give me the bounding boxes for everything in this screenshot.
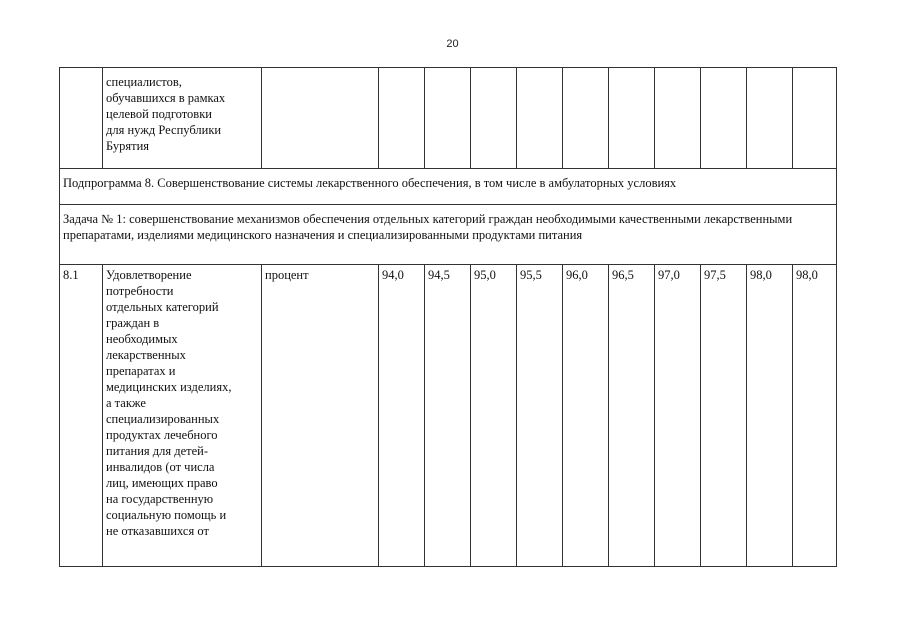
value-cell — [379, 68, 425, 169]
task-title: Задача № 1: совершенствование механизмов обеспечения отдельных категорий граждан необходимыми качественными лекарственными препаратами, изделиями медицинского назначения и специализированными продуктами питания — [60, 205, 837, 265]
indicator-name-cell: Удовлетворение потребности отдельных категорий граждан в необходимых лекарственных препаратах и медицинских изделиях, а также специализированных продуктах лечебного питания для детей- инвалидов (от числа лиц, имеющих право на государственную социальную помощь и не отказавшихся от — [103, 265, 262, 567]
value-cell — [655, 68, 701, 169]
value-cell: 97,0 — [655, 265, 701, 567]
page-number: 20 — [446, 38, 459, 50]
indicator-name-cell: специалистов, обучавшихся в рамках целевой подготовки для нужд Республики Бурятия — [103, 68, 262, 169]
value-cell: 98,0 — [747, 265, 793, 567]
value-cell — [425, 68, 471, 169]
value-cell: 97,5 — [701, 265, 747, 567]
value-cell — [563, 68, 609, 169]
unit-cell: процент — [262, 265, 379, 567]
value-cell — [609, 68, 655, 169]
value-cell — [517, 68, 563, 169]
table-row — [60, 68, 837, 169]
value-cell: 94,5 — [425, 265, 471, 567]
value-cell: 98,0 — [793, 265, 837, 567]
value-cell — [471, 68, 517, 169]
table-row — [60, 205, 837, 265]
value-cell — [747, 68, 793, 169]
table-row — [60, 169, 837, 205]
value-cell: 96,0 — [563, 265, 609, 567]
table-row — [60, 265, 837, 567]
value-cell: 95,0 — [471, 265, 517, 567]
row-number-cell: 8.1 — [60, 265, 103, 567]
value-cell — [793, 68, 837, 169]
value-cell — [701, 68, 747, 169]
unit-cell — [262, 68, 379, 169]
subprogram-title: Подпрограмма 8. Совершенствование системы лекарственного обеспечения, в том числе в амбулаторных условиях — [60, 169, 837, 205]
value-cell: 96,5 — [609, 265, 655, 567]
row-number-cell — [60, 68, 103, 169]
indicators-table — [59, 67, 837, 567]
value-cell: 95,5 — [517, 265, 563, 567]
value-cell: 94,0 — [379, 265, 425, 567]
